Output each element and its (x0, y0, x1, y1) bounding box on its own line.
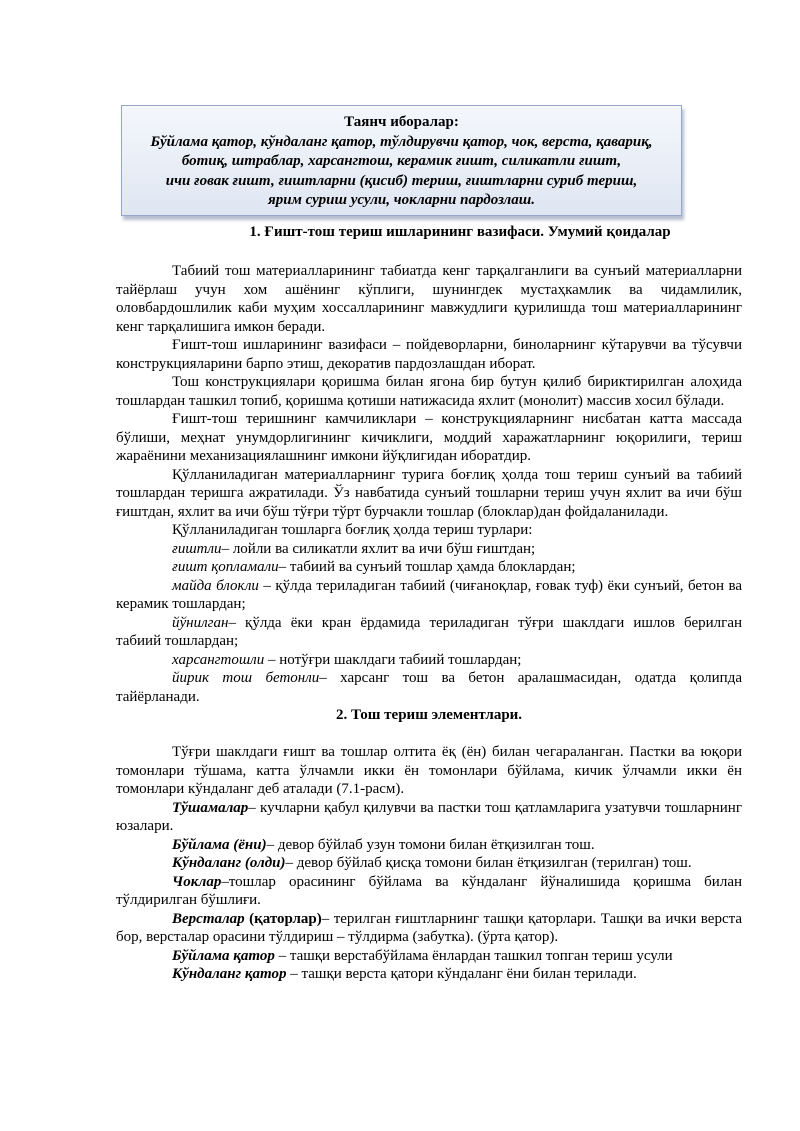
type-term: ғиштли (172, 540, 222, 557)
definition-term: Бўйлама қатор (172, 947, 275, 964)
definition-term: Кўндаланг (олди) (172, 855, 286, 871)
type-desc: – лойли ва силикатли яхлит ва ичи бўш ғиштдан; (221, 540, 536, 557)
definition-item (116, 947, 742, 966)
type-term: харсангтошли (172, 651, 265, 668)
spacer (116, 725, 742, 744)
section-1-heading: 1. Ғишт-тош териш ишларининг вазифаси. Умумий қоидалар (249, 224, 671, 240)
type-desc: – қўлда териладиган табиий (чиғаноқлар, ғовак туф) ёки сунъий, бетон ва керамик тошлардан; (116, 577, 742, 612)
type-item (116, 614, 742, 651)
key-terms-title: Таянч иборалар: (344, 114, 459, 130)
type-item (116, 577, 742, 614)
key-terms-line: ярим суриш усули, чокларни пардозлаш. (268, 192, 535, 208)
paragraph: Қўлланиладиган материалларнинг турига боғлиқ ҳолда тош териш сунъий ва табиий тошлардан теришга ажратилади. Ўз навбатида сунъий тошларни териш учун яхлит ва ичи бўш ғиштдан, яхлит ва ичи бўш тўғри тўрт бурчакли тошлар (блоклар)дан фойдаланилади. (116, 466, 742, 520)
paragraph: Ғишт-тош теришнинг камчиликлари – конструкцияларнинг нисбатан катта массада бўлиши, меҳнат унумдорлигининг кичиклиги, моддий харажатларнинг юқорилиги, териш жараёнини механизациялашнинг имкони йўқлигидан иборатдир. (116, 411, 742, 464)
definition-desc: – ташқи верста қатори кўндаланг ёни билан терилади. (286, 966, 637, 982)
definition-desc: – терилган ғиштларнинг ташқи қаторлари. Ташқи ва ички верста бор, версталар орасини тўлдириш – тўлдирма (забутка). (ўрта қатор). (116, 910, 742, 945)
type-desc: – табиий ва сунъий тошлар ҳамда блоклардан; (278, 559, 576, 575)
type-desc: – нотўғри шаклдаги табиий тошлардан; (264, 651, 522, 668)
paragraph: Тўғри шаклдаги ғишт ва тошлар олтита ёқ (ён) билан чегараланган. Пастки ва юқори томонлари тўшама, катта ўлчамли икки ён томонлари бўйлама, кичик ўлчамли икки ён томонлари кўндаланг деб аталади (7.1-расм). (116, 744, 742, 797)
type-item (116, 558, 742, 577)
definition-desc: – девор бўйлаб қисқа томони билан ётқизилган (терилган) тош. (285, 855, 692, 871)
type-term: ғишт қопламали (172, 559, 279, 575)
type-term: йўнилган (172, 614, 229, 631)
definition-item (116, 873, 742, 910)
type-item (116, 669, 742, 706)
definition-item (116, 965, 742, 984)
definition-term: Тўшамалар (172, 799, 249, 816)
definition-desc: – ташқи верстабўйлама ёнлардан ташкил топган териш усули (274, 947, 673, 964)
key-terms-line: ботиқ, штраблар, харсангтош, керамик ғишт, силикатли ғишт, (181, 153, 622, 169)
paragraph: Тош конструкциялари қоришма билан ягона бир бутун қилиб бириктирилган алоҳида тошлардан ташкил топиб, қоришма қотиши натижасида яхлит (монолит) массив хосил бўлади. (116, 374, 742, 409)
definition-item (116, 910, 742, 947)
key-terms-box (121, 105, 682, 216)
paragraph: Табиий тош материалларининг табиатда кенг тарқалганлиги ва сунъий материалларни тайёрлаш учун хом ашёнинг кўплиги, шунингдек мустаҳкамлик ва чидамлилик, оловбардошлилик каби муҳим хоссалларининг мавжудлиги қурилишда тош материалларининг кенг тарқалишига имкон беради. (116, 263, 742, 335)
definition-term: Бўйлама (ёни) (172, 836, 267, 853)
type-item (116, 540, 742, 559)
definition-desc: –тошлар орасининг бўйлама ва кўндаланг йўналишида қоришма билан тўлдирилган бўшлиғи. (116, 873, 742, 908)
definition-desc: – девор бўйлаб узун томони билан ётқизилган тош. (266, 836, 595, 853)
type-desc: – харсанг тош ва бетон аралашмасидан, одатда қолипда тайёрланади. (116, 670, 742, 705)
definition-term-suffix: (қаторлар) (244, 910, 322, 927)
type-desc: – қўлда ёки кран ёрдамида териладиган тўғри шаклдаги ишлов берилган табиий тошлардан; (116, 614, 742, 649)
key-terms-line: Бўйлама қатор, кўндаланг қатор, тўлдирувчи қатор, чок, верста, қавариқ, (150, 133, 653, 150)
definition-term: Чоклар (172, 873, 222, 890)
key-terms-line: ичи ғовак ғишт, ғиштларни (қисиб) териш, ғиштларни суриб териш, (165, 172, 638, 189)
definition-term: Версталар (172, 910, 245, 927)
definition-item (116, 854, 742, 873)
type-term: йирик тош бетонли (172, 670, 320, 686)
definition-item (116, 836, 742, 855)
types-intro: Қўлланиладиган тошларга боғлиқ ҳолда териш турлари: (172, 522, 533, 538)
section-2-heading: 2. Тош териш элементлари. (335, 707, 523, 723)
type-item (116, 651, 742, 670)
definition-term: Кўндаланг қатор (172, 966, 287, 982)
document-body (116, 262, 742, 984)
definition-desc: – кучларни қабул қилувчи ва пастки тош қатламларига узатувчи тошларнинг юзалари. (116, 799, 742, 834)
definition-item (116, 799, 742, 836)
paragraph: Ғишт-тош ишларининг вазифаси – пойдеворларни, биноларнинг кўтарувчи ва тўсувчи конструкцияларини барпо этиш, декоратив пардозлашдан иборат. (116, 337, 742, 372)
type-term: майда блокли (172, 577, 259, 594)
